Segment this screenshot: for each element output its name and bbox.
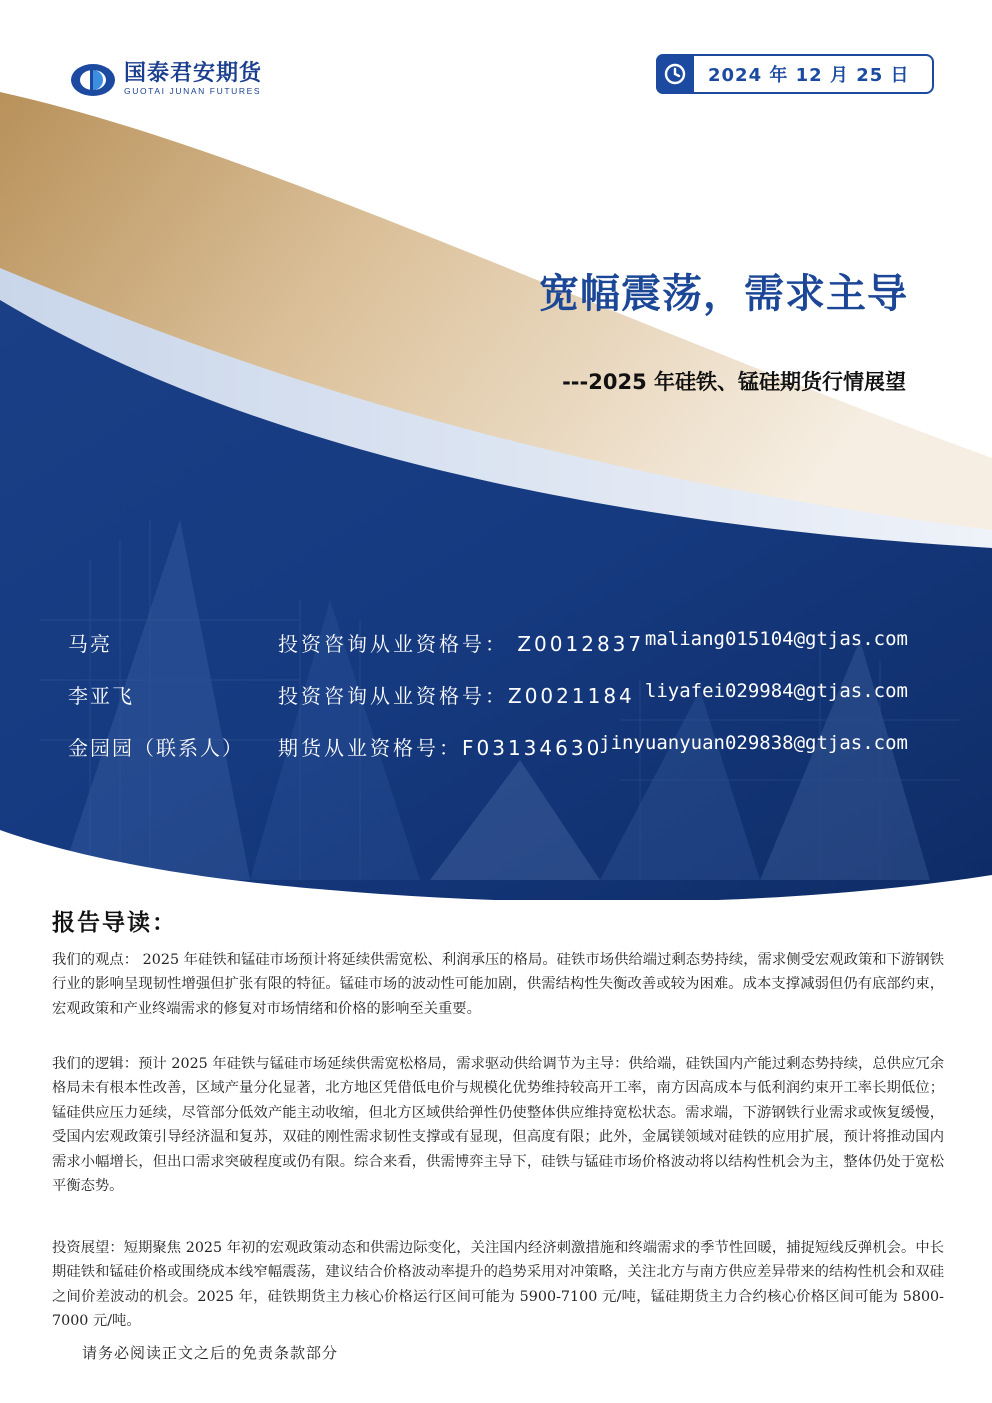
logo-mark-icon [70,63,116,97]
company-logo [70,62,262,97]
author-email[interactable]: liyafei029984@gtjas.com [644,680,908,702]
summary-paragraph-outlook: 投资展望：短期聚焦 2025 年初的宏观政策动态和供需边际变化，关注国内经济刺激措施和终端需求的季节性回暖，捕捉短线反弹机会。中长期硅铁和锰硅价格或围绕成本线窄幅震荡，建议结合价格波动率提升的趋势采用对冲策略，关注北方与南方供应差异带来的结构性机会和双硅之间价差波动的机会。2025 年，硅铁期货主力核心价格运行区间可能为 5900-7100 元/吨，锰硅期货主力合约核心价格区间可能为 5800-7000 元/吨。 [52,1240,944,1330]
author-email[interactable]: jinyuanyuan029838@gtjas.com [599,732,908,754]
author-qualification: 投资咨询从业资格号： Z0012837 [278,632,645,656]
report-date-box [656,54,934,94]
logo-chinese-name: 国泰君安期货 [124,61,263,86]
logo-english-name: GUOTAI JUNAN FUTURES [124,86,262,96]
author-row [0,628,992,664]
author-qualification: 期货从业资格号：F03134630 [278,736,603,760]
author-name: 马亮 [68,632,112,656]
author-row [0,680,992,716]
author-name: 金园园（联系人） [68,736,244,760]
disclaimer-note: 请务必阅读正文之后的免责条款部分 [82,1344,339,1362]
report-summary-heading: 报告导读： [52,910,177,936]
author-row [0,732,992,768]
report-title: 宽幅震荡，需求主导 [539,271,908,317]
author-qualification: 投资咨询从业资格号：Z0021184 [278,684,635,708]
clock-icon [663,62,687,86]
author-name: 李亚飞 [68,684,134,708]
author-email[interactable]: maliang015104@gtjas.com [644,628,908,650]
report-subtitle: ---2025 年硅铁、锰硅期货行情展望 [562,370,906,394]
report-date: 2024 年 12 月 25 日 [708,65,910,86]
summary-paragraph-logic: 我们的逻辑：预计 2025 年硅铁与锰硅市场延续供需宽松格局，需求驱动供给调节为主导：供给端，硅铁国内产能过剩态势持续，总供应冗余格局未有根本性改善，区域产量分化显著，北方地区凭借低电价与规模化优势维持较高开工率，南方因高成本与低利润约束开工率长期低位；锰硅供应压力延续，尽管部分低效产能主动收缩，但北方区域供给弹性仍使整体供应维持宽松状态。需求端，下游钢铁行业需求或恢复缓慢，受国内宏观政策引导经济温和复苏，双硅的刚性需求韧性支撑或有显现，但高度有限；此外，金属镁领域对硅铁的应用扩展，预计将推动国内需求小幅增长，但出口需求突破程度或仍有限。综合来看，供需博弈主导下，硅铁与锰硅市场价格波动将以结构性机会为主，整体仍处于宽松平衡态势。 [52,1056,944,1195]
summary-paragraph-view: 我们的观点： 2025 年硅铁和锰硅市场预计将延续供需宽松、利润承压的格局。硅铁市场供给端过剩态势持续，需求侧受宏观政策和下游钢铁行业的影响呈现韧性增强但扩张有限的特征。锰硅市场的波动性可能加剧，供需结构性失衡改善或较为困难。成本支撑减弱但仍有底部约束，宏观政策和产业终端需求的修复对市场情绪和价格的影响至关重要。 [52,952,944,1017]
